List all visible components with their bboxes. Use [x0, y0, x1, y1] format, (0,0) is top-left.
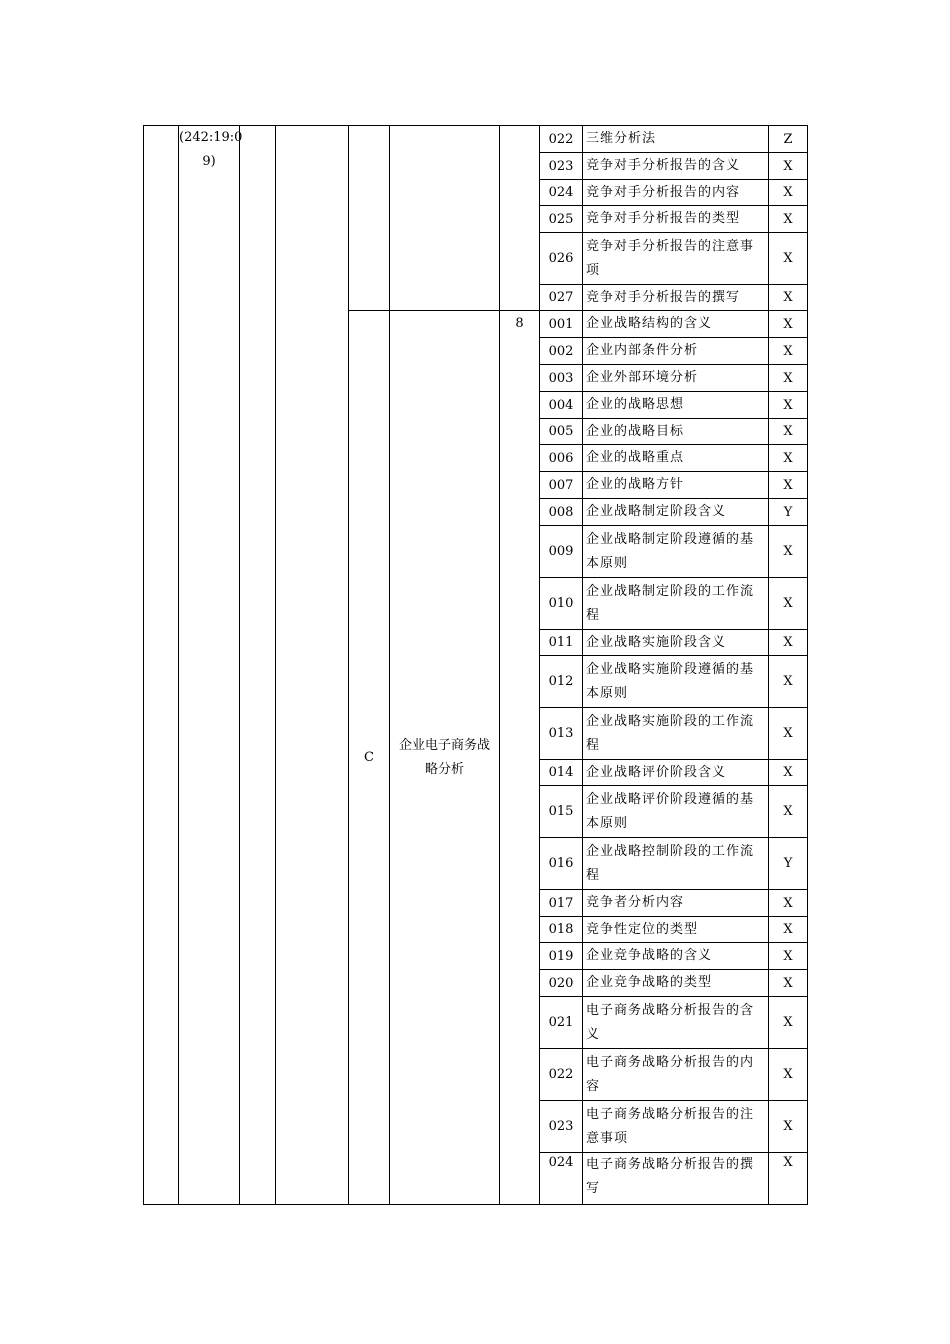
point-level: X [769, 365, 808, 392]
ref-code-line2: 9) [202, 154, 216, 169]
point-code: 005 [540, 419, 583, 445]
point-content: 企业战略结构的含义 [583, 311, 769, 338]
point-level: X [769, 890, 808, 917]
point-code: 023 [540, 153, 583, 180]
point-content: 企业竞争战略的含义 [583, 943, 769, 970]
point-content: 竞争对手分析报告的内容 [583, 180, 769, 206]
point-code: 002 [540, 338, 583, 365]
ref-code-line1: (242:19:0 [179, 130, 243, 145]
point-level: X [769, 630, 808, 656]
point-content: 企业战略实施阶段含义 [583, 630, 769, 656]
point-code: 008 [540, 499, 583, 526]
point-code: 023 [540, 1101, 583, 1153]
point-code: 017 [540, 890, 583, 917]
point-content: 企业战略控制阶段的工作流程 [583, 838, 769, 890]
ref-code-cell [179, 126, 243, 1205]
point-content: 竞争者分析内容 [583, 890, 769, 917]
point-content: 企业战略实施阶段的工作流程 [583, 708, 769, 760]
point-code: 010 [540, 578, 583, 630]
point-level: X [769, 419, 808, 445]
point-level: Z [769, 126, 808, 153]
section-count: 8 [500, 311, 540, 1205]
point-content: 企业的战略重点 [583, 445, 769, 472]
point-content: 企业内部条件分析 [583, 338, 769, 365]
prev-section-count [500, 126, 540, 311]
point-content: 企业外部环境分析 [583, 365, 769, 392]
point-code: 026 [540, 233, 583, 285]
point-level: X [769, 708, 808, 760]
point-level: X [769, 180, 808, 206]
point-content: 竞争对手分析报告的注意事项 [583, 233, 769, 285]
point-code: 012 [540, 656, 583, 708]
point-content: 竞争对手分析报告的含义 [583, 153, 769, 180]
point-content: 企业竞争战略的类型 [583, 970, 769, 997]
point-level: X [769, 786, 808, 838]
point-code: 015 [540, 786, 583, 838]
point-level: X [769, 1101, 808, 1153]
point-code: 011 [540, 630, 583, 656]
point-content: 企业战略制定阶段含义 [583, 499, 769, 526]
point-code: 006 [540, 445, 583, 472]
point-code: 001 [540, 311, 583, 338]
point-code: 014 [540, 760, 583, 786]
col-blank-1 [144, 126, 179, 1205]
knowledge-point-table [143, 125, 808, 1205]
point-content: 电子商务战略分析报告的撰写 [583, 1153, 769, 1205]
point-code: 004 [540, 392, 583, 419]
prev-section-letter [349, 126, 390, 311]
point-level: X [769, 997, 808, 1049]
col-blank-4 [276, 126, 349, 1205]
point-level: X [769, 943, 808, 970]
point-level: X [769, 656, 808, 708]
point-content: 企业战略实施阶段遵循的基本原则 [583, 656, 769, 708]
point-content: 企业战略评价阶段含义 [583, 760, 769, 786]
table-row [144, 126, 808, 153]
point-content: 电子商务战略分析报告的含义 [583, 997, 769, 1049]
point-content: 竞争性定位的类型 [583, 917, 769, 943]
point-content: 企业的战略目标 [583, 419, 769, 445]
point-content: 竞争对手分析报告的撰写 [583, 285, 769, 311]
prev-section-title [390, 126, 500, 311]
point-content: 三维分析法 [583, 126, 769, 153]
point-code: 020 [540, 970, 583, 997]
point-code: 009 [540, 526, 583, 578]
point-level: Y [769, 499, 808, 526]
point-content: 企业的战略思想 [583, 392, 769, 419]
point-level: X [769, 445, 808, 472]
point-content: 电子商务战略分析报告的内容 [583, 1049, 769, 1101]
point-code: 019 [540, 943, 583, 970]
point-level: X [769, 917, 808, 943]
point-code: 022 [540, 1049, 583, 1101]
point-level: X [769, 1049, 808, 1101]
point-code: 024 [540, 180, 583, 206]
point-code: 003 [540, 365, 583, 392]
point-code: 024 [540, 1153, 583, 1205]
point-level: X [769, 970, 808, 997]
point-level: X [769, 338, 808, 365]
point-code: 025 [540, 206, 583, 233]
point-content: 企业战略制定阶段的工作流程 [583, 578, 769, 630]
point-content: 电子商务战略分析报告的注意事项 [583, 1101, 769, 1153]
point-level: X [769, 153, 808, 180]
point-code: 007 [540, 472, 583, 499]
point-code: 022 [540, 126, 583, 153]
point-content: 企业的战略方针 [583, 472, 769, 499]
point-code: 018 [540, 917, 583, 943]
point-level: X [769, 1153, 808, 1205]
point-level: X [769, 392, 808, 419]
point-level: X [769, 578, 808, 630]
section-title: 企业电子商务战略分析 [390, 311, 500, 1205]
point-level: X [769, 233, 808, 285]
point-level: Y [769, 838, 808, 890]
point-content: 竞争对手分析报告的类型 [583, 206, 769, 233]
point-code: 021 [540, 997, 583, 1049]
point-level: X [769, 311, 808, 338]
point-level: X [769, 526, 808, 578]
point-code: 016 [540, 838, 583, 890]
col-blank-3 [240, 126, 276, 1205]
section-letter: C [349, 311, 390, 1205]
point-level: X [769, 472, 808, 499]
point-level: X [769, 206, 808, 233]
point-code: 013 [540, 708, 583, 760]
point-content: 企业战略制定阶段遵循的基本原则 [583, 526, 769, 578]
point-level: X [769, 285, 808, 311]
point-code: 027 [540, 285, 583, 311]
point-content: 企业战略评价阶段遵循的基本原则 [583, 786, 769, 838]
point-level: X [769, 760, 808, 786]
